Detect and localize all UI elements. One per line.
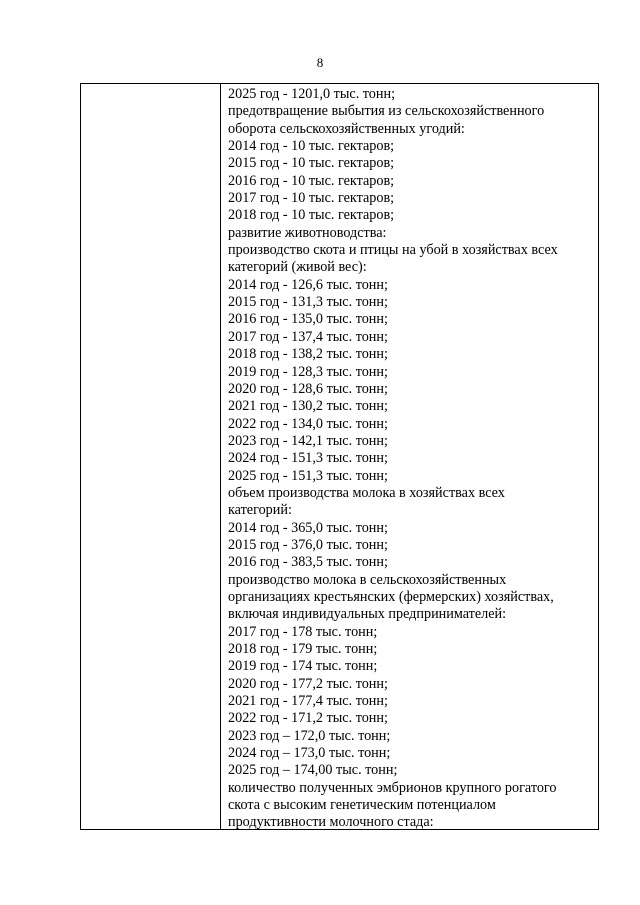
text-line: 2025 год - 1201,0 тыс. тонн; [228,86,396,102]
text-line: предотвращение выбытия из сельскохозяйственного [228,103,545,120]
text-line: производство скота и птицы на убой в хозяйствах всех [228,242,558,259]
text-line: 2022 год - 171,2 тыс. тонн; [228,710,388,727]
text-line: объем производства молока в хозяйствах всех [228,484,505,501]
text-line: 2018 год - 138,2 тыс. тонн; [228,346,388,363]
table-left-cell [81,84,221,829]
text-line: 2019 год - 128,3 тыс. тонн; [228,363,388,380]
text-line: категорий: [228,502,292,519]
text-line: 2018 год - 179 тыс. тонн; [228,641,378,657]
text-line: 2025 год – 174,00 тыс. тонн; [228,762,398,779]
text-line: 2023 год – 172,0 тыс. тонн; [228,727,391,744]
text-line: 2023 год - 142,1 тыс. тонн; [228,432,388,449]
text-line: количество полученных эмбрионов крупного рогатого [228,779,557,796]
text-line: развитие животноводства: [228,224,387,241]
text-line: 2016 год - 10 тыс. гектаров; [228,172,395,189]
text-line: 2016 год - 135,0 тыс. тонн; [228,311,388,328]
text-line: 2020 год - 177,2 тыс. тонн; [228,675,388,692]
text-line: продуктивности молочного стада: [228,814,434,829]
text-line: 2014 год - 10 тыс. гектаров; [228,138,395,155]
text-line: производство молока в сельскохозяйственных [228,571,507,588]
table-right-cell [221,84,598,829]
text-line: 2015 год - 376,0 тыс. тонн; [228,536,388,553]
text-line: 2017 год - 178 тыс. тонн; [228,623,378,640]
text-line: категорий (живой вес): [228,259,367,276]
text-line: скота с высоким генетическим потенциалом [228,797,496,814]
page-number: 8 [316,55,324,70]
text-line: 2019 год - 174 тыс. тонн; [228,658,378,675]
text-line: 2022 год - 134,0 тыс. тонн; [228,415,388,432]
text-line: 2014 год - 126,6 тыс. тонн; [228,276,388,293]
document-table [80,83,599,830]
text-line: 2017 год - 10 тыс. гектаров; [228,190,395,207]
text-line: 2017 год - 137,4 тыс. тонн; [228,328,388,345]
text-line: 2021 год - 177,4 тыс. тонн; [228,693,388,710]
text-line: оборота сельскохозяйственных угодий: [228,120,465,137]
text-line: 2024 год – 173,0 тыс. тонн; [228,745,391,762]
text-line: 2024 год - 151,3 тыс. тонн; [228,450,388,467]
text-line: 2016 год - 383,5 тыс. тонн; [228,554,388,571]
text-line: 2015 год - 10 тыс. гектаров; [228,155,395,172]
text-line: 2021 год - 130,2 тыс. тонн; [228,398,388,415]
text-line: 2020 год - 128,6 тыс. тонн; [228,380,388,397]
text-line: 2015 год - 131,3 тыс. тонн; [228,294,388,311]
text-line: организациях крестьянских (фермерских) хозяйствах, [228,588,554,605]
text-line: 2025 год - 151,3 тыс. тонн; [228,467,388,484]
text-line: включая индивидуальных предпринимателей: [228,606,507,623]
text-line: 2018 год - 10 тыс. гектаров; [228,207,395,224]
text-line: 2014 год - 365,0 тыс. тонн; [228,519,388,536]
